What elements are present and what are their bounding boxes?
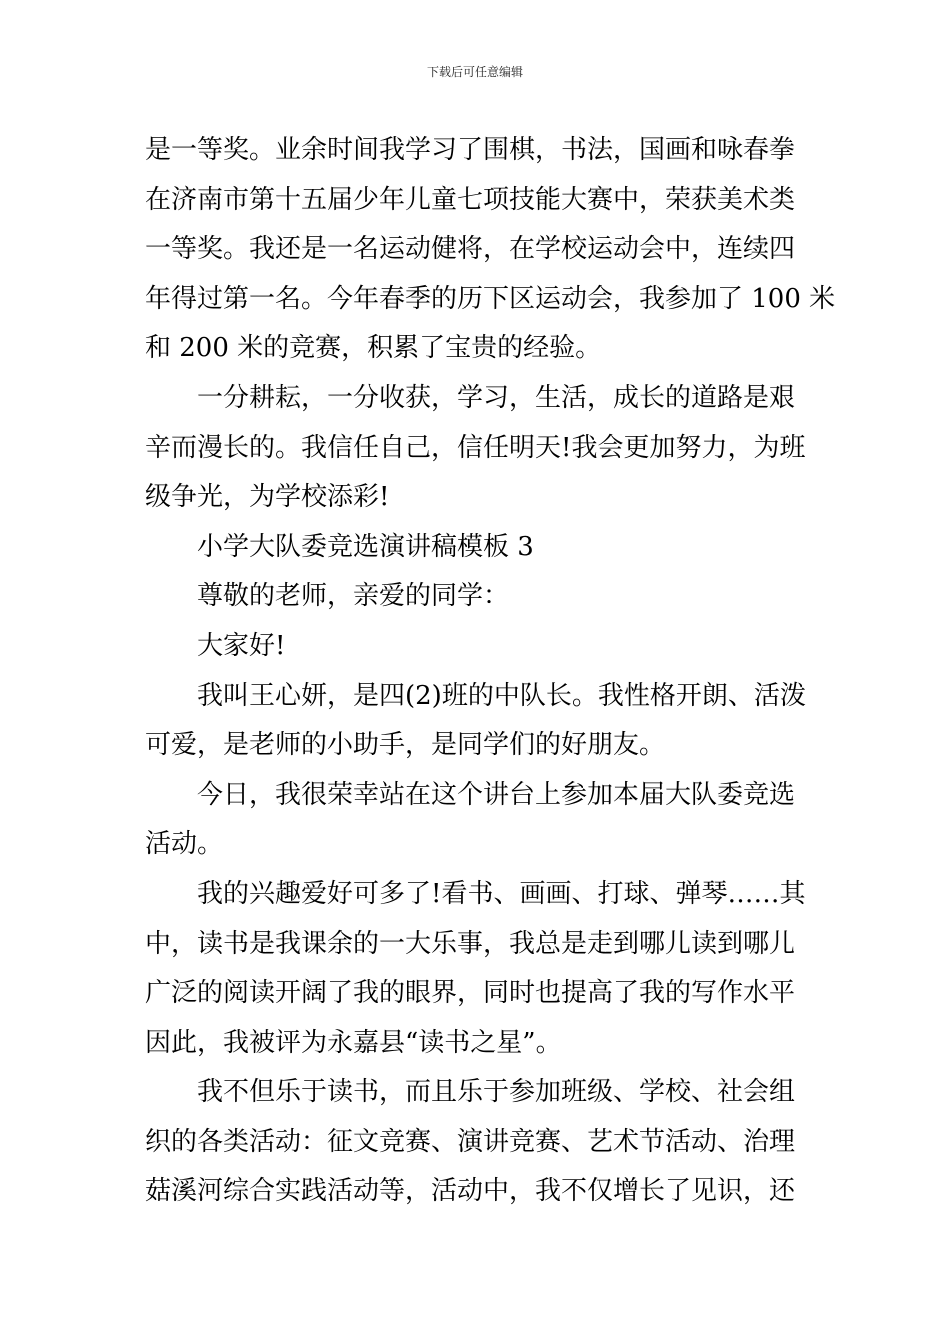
page-header: 下载后可任意编辑: [426, 65, 523, 79]
text-line: 广泛的阅读开阔了我的眼界，同时也提高了我的写作水平: [145, 978, 796, 1009]
text-line: 在济南市第十五届少年儿童七项技能大赛中，荣获美术类: [145, 184, 796, 215]
text-line: 织的各类活动：征文竞赛、演讲竞赛、艺术节活动、治理: [145, 1126, 796, 1157]
text-line: 是一等奖。业余时间我学习了围棋，书法，国画和咏春拳: [145, 135, 796, 165]
text-line: 我不但乐于读书，而且乐于参加班级、学校、社会组: [197, 1077, 796, 1108]
text-line: 活动。: [145, 829, 224, 860]
text-line: 菇溪河综合实践活动等，活动中，我不仅增长了见识，还: [145, 1176, 796, 1207]
text-line: 大家好!: [197, 630, 286, 661]
text-line: 一等奖。我还是一名运动健将，在学校运动会中，连续四: [145, 234, 796, 265]
text-line: 小学大队委竞选演讲稿模板 3: [197, 531, 534, 562]
text-line: 可爱，是老师的小助手，是同学们的好朋友。: [145, 730, 666, 761]
text-line: 尊敬的老师，亲爱的同学：: [197, 581, 510, 612]
text-line: 因此，我被评为永嘉县“读书之星”。: [145, 1027, 562, 1058]
text-line: 辛而漫长的。我信任自己，信任明天!我会更加努力，为班: [145, 432, 806, 463]
text-line: 我的兴趣爱好可多了!看书、画画、打球、弹琴……其: [197, 878, 806, 909]
document-body: [145, 126, 836, 1217]
text-line: 中，读书是我课余的一大乐事，我总是走到哪儿读到哪儿: [145, 928, 796, 959]
text-line: 和 200 米的竞赛，积累了宝贵的经验。: [145, 333, 602, 364]
text-line: 今日，我很荣幸站在这个讲台上参加本届大队委竞选: [197, 779, 796, 810]
text-line: 年得过第一名。今年春季的历下区运动会，我参加了 100 米: [145, 283, 836, 314]
text-line: 一分耕耘，一分收获，学习，生活，成长的道路是艰: [197, 382, 796, 413]
text-line: 级争光，为学校添彩!: [145, 482, 390, 513]
text-line: 我叫王心妍，是四(2)班的中队长。我性格开朗、活泼: [197, 680, 806, 711]
